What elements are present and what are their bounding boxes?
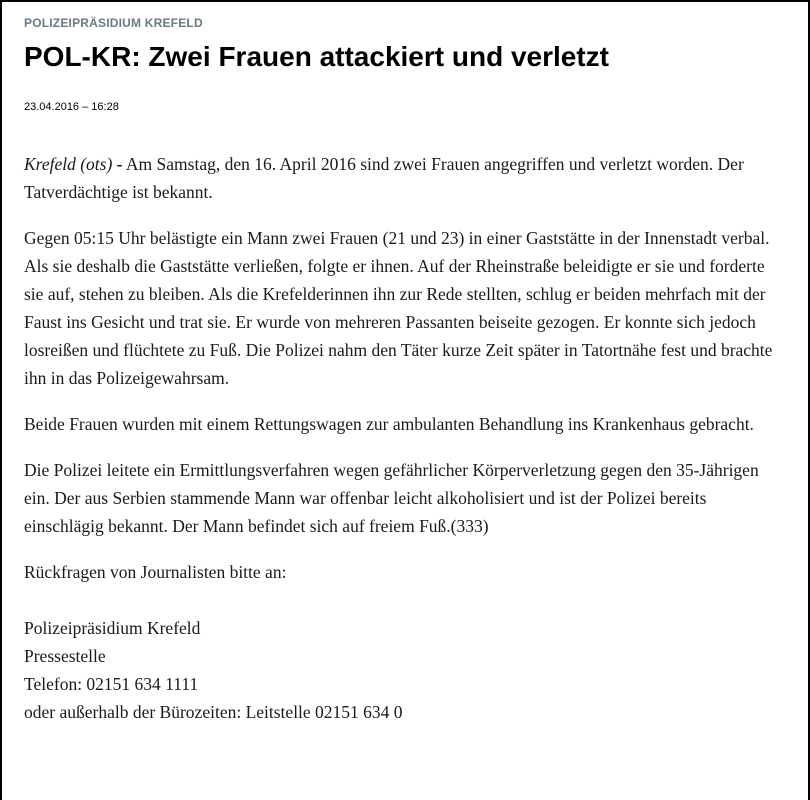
lead-paragraph <box>24 150 788 206</box>
dateline-location: Krefeld (ots) <box>24 154 113 174</box>
contact-intro: Rückfragen von Journalisten bitte an: <box>24 562 287 582</box>
contact-organization: Polizeipräsidium Krefeld <box>24 618 201 638</box>
article-title: POL-KR: Zwei Frauen attackiert und verletzt <box>24 41 609 72</box>
body-paragraph: Gegen 05:15 Uhr belästigte ein Mann zwei Frauen (21 und 23) in einer Gaststätte in der Innenstadt verbal. Als sie deshalb die Gaststätte verließen, folgte er ihnen. Auf der Rheinstraße beleidigte er sie und forderte sie auf, stehen zu bleiben. Als die Krefelderinnen ihn zur Rede stellten, schlug er beiden mehrfach mit der Faust ins Gesicht und trat sie. Er wurde von mehreren Passanten beiseite gezogen. Er konnte sich jedoch losreißen und flüchtete zu Fuß. Die Polizei nahm den Täter kurze Zeit später in Tatortnähe fest und brachte ihn in das Polizeigewahrsam. <box>24 228 773 388</box>
publish-date: 23.04.2016 – 16:28 <box>24 101 119 113</box>
contact-department: Pressestelle <box>24 646 106 666</box>
contact-phone: Telefon: 02151 634 1111 <box>24 674 199 694</box>
body-paragraph: Die Polizei leitete ein Ermittlungsverfahren wegen gefährlicher Körperverletzung gegen den 35-Jährigen ein. Der aus Serbien stammende Mann war offenbar leicht alkoholisiert und ist der Polizei bereits einschlägig bekannt. Der Mann befindet sich auf freiem Fuß.(333) <box>24 460 759 536</box>
dateline-dash: - <box>116 154 123 174</box>
contact-after-hours: oder außerhalb der Bürozeiten: Leitstelle 02151 634 0 <box>24 702 403 722</box>
lead-text: Am Samstag, den 16. April 2016 sind zwei Frauen angegriffen und verletzt worden. Der Tatverdächtige ist bekannt. <box>24 154 744 202</box>
contact-block <box>24 614 788 726</box>
source-label: POLIZEIPRÄSIDIUM KREFELD <box>24 16 203 30</box>
body-paragraph: Beide Frauen wurden mit einem Rettungswagen zur ambulanten Behandlung ins Krankenhaus gebracht. <box>24 414 754 434</box>
article-content <box>24 2 788 726</box>
